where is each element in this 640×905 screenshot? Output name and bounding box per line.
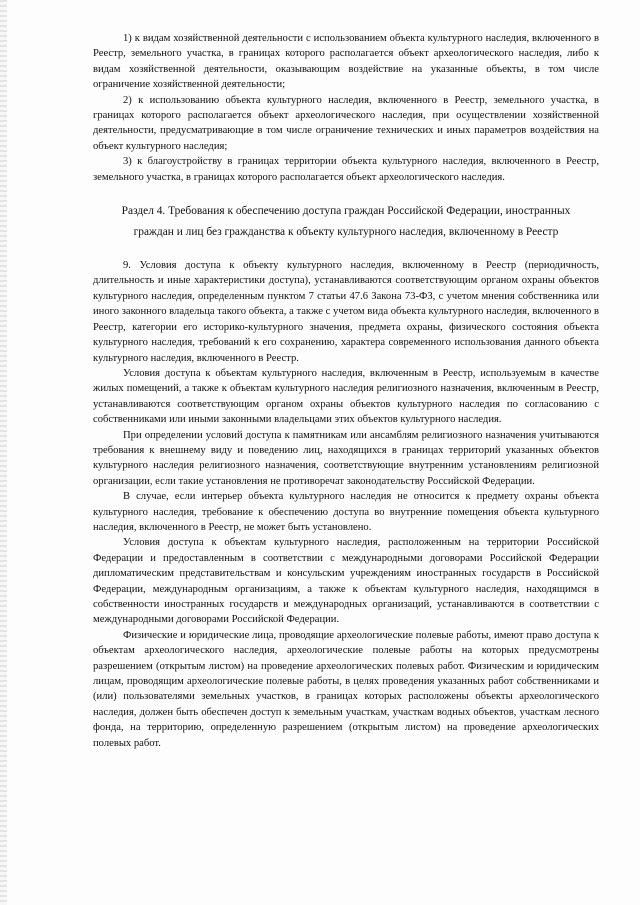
paragraph-residential-access: Условия доступа к объектам культурного наследия, включенным в Реестр, используемым в качестве жилых помещений, а также к объектам культурного наследия религиозного назначения, включенным в Реестр, устанавливаются соответствующим органом охраны объектов культурного наследия по согласованию с собственниками или иными законными владельцами этих объектов культурного наследия. xyxy=(93,367,599,426)
section-heading: Раздел 4. Требования к обеспечению доступа граждан Российской Федерации, иностранных граждан и лиц без гражданства к объекту культурного наследия, включенному в Реестр xyxy=(121,205,571,239)
list-item-3: 3) к благоустройству в границах территории объекта культурного наследия, включенного в Реестр, земельного участка, в границах которого располагается объект археологического наследия. xyxy=(93,156,599,183)
paragraph-archaeology-access: Физические и юридические лица, проводящие археологические полевые работы, имеют право доступа к объектам археологического наследия, археологические полевые работы на которых предусмотрены разрешением (открытым листом) на проведение археологических полевых работ. Физическим и юридическим лицам, проводящим археологические полевые работы, в целях проведения указанных работ собственниками и (или) пользователями земельных участков, в границах которых расположены объекты археологического наследия, должен быть обеспечен доступ к земельным участкам, участкам водных объектов, участкам лесного фонда, на территорию, определенную разрешением (открытым листом) на проведение археологических полевых работ. xyxy=(93,629,599,749)
paragraph-interior-access: В случае, если интерьер объекта культурного наследия не относится к предмету охраны объекта культурного наследия, требование к обеспечению доступа во внутренние помещения объекта культурного наследия, включенного в Реестр, не может быть установлено. xyxy=(93,491,599,533)
list-item-2: 2) к использованию объекта культурного наследия, включенного в Реестр, земельного участка, в границах которого располагается объект археологического наследия, при осуществлении хозяйственной деятельности, предусматривающие в том числе ограничение технических и иных параметров воздействия на объект культурного наследия; xyxy=(93,94,599,152)
paragraph-9: 9. Условия доступа к объекту культурного наследия, включенному в Реестр (периодичность, длительность и иные характеристики доступа), устанавливаются соответствующим органом охраны объектов культурного наследия, определенным пунктом 7 статьи 47.6 Закона 73-ФЗ, с учетом мнения собственника или иного законного владельца такого объекта, а также с учетом вида объекта культурного наследия, включенного в Реестр, категории его историко-культурного значения, предмета охраны, физического состояния объекта культурного наследия, требований к его сохранению, характера современного использования данного объекта культурного наследия, включенного в Реестр. xyxy=(93,260,599,364)
paragraph-religious-access: При определении условий доступа к памятникам или ансамблям религиозного назначения учитываются требования к внешнему виду и поведению лиц, находящихся в границах территорий указанных объектов культурного наследия религиозного назначения, соответствующие внутренним установлениям религиозной организации, если такие установления не противоречат законодательству Российской Федерации. xyxy=(93,429,599,487)
document-body xyxy=(93,31,599,751)
scan-edge-mark xyxy=(0,0,7,905)
paragraph-diplomatic-access: Условия доступа к объектам культурного наследия, расположенным на территории Российской Федерации и предоставленным в соответствии с международными договорами Российской Федерации дипломатическим представительствам и консульским учреждениям иностранных государств в Российской Федерации, международным организациям, а также к объектам культурного наследия, находящимся в собственности иностранных государств и международных организаций, устанавливаются в соответствии с международными договорами Российской Федерации. xyxy=(93,537,599,626)
list-item-1: 1) к видам хозяйственной деятельности с использованием объекта культурного наследия, включенного в Реестр, земельного участка, в границах которого располагается объект археологического наследия, либо к видам хозяйственной деятельности, оказывающим воздействие на указанные объекты, в том числе ограничение хозяйственной деятельности; xyxy=(93,33,599,91)
